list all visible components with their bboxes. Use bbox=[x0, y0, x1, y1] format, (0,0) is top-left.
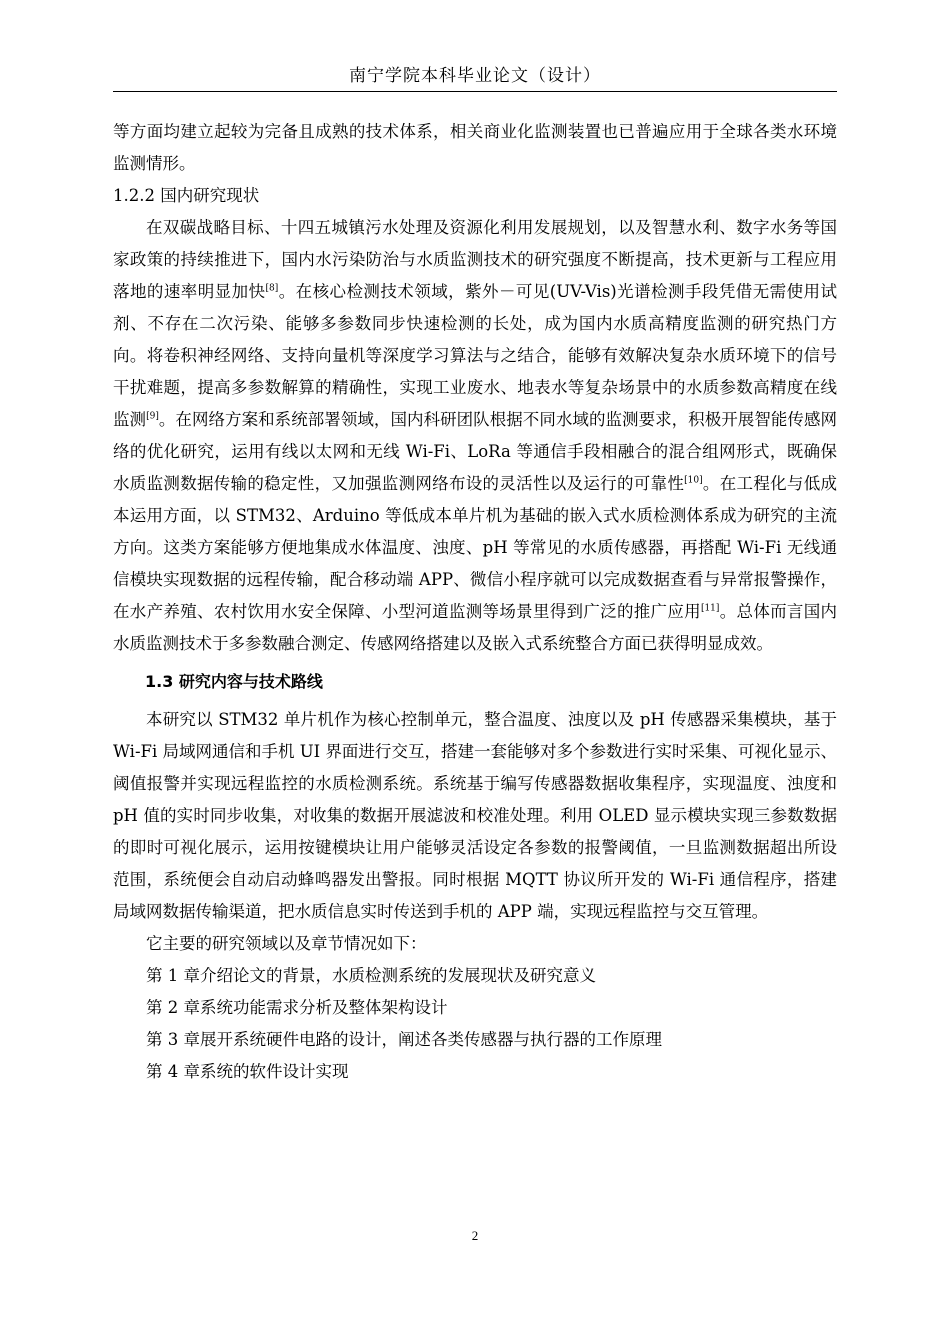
citation-ref: [10] bbox=[684, 475, 703, 486]
text-run: 。在网络方案和系统部署领域，国内科研团队根据不同水域的监测要求，积极开展智能传感网络的优化研究，运用有线以太网和无线 Wi-Fi、LoRa 等通信手段相融合的混合组网形式，既确保水质监测数据传输的稳定性，又加强监测网络布设的灵活性以及运行的可靠性 bbox=[113, 410, 838, 493]
header-divider bbox=[113, 91, 837, 92]
citation-ref: [11] bbox=[700, 603, 720, 614]
text-run: 在双碳战略目标、十四五城镇污水处理及资源化利用发展规划，以及智慧水利、数字水务等国家政策的持续推进下，国内水污染防治与水质监测技术的研究强度不断提高，技术更新与工程应用落地的速率明显加快 bbox=[113, 218, 837, 301]
paragraph-research-content: 本研究以 STM32 单片机作为核心控制单元，整合温度、浊度以及 pH 传感器采集模块，基于 Wi-Fi 局域网通信和手机 UI 界面进行交互，搭建一套能够对多个参数进行实时采集、可视化显示、阈值报警并实现远程监控的水质检测系统。系统基于编写传感器数据收集程序，实现温度、浊度和 pH 值的实时同步收集，对收集的数据开展滤波和校准处理。利用 OLED 显示模块实现三参数数据的即时可视化展示，运用按键模块让用户能够灵活设定各参数的报警阈值，一旦监测数据超出所设范围，系统便会自动启动蜂鸣器发出警报。同时根据 MQTT 协议所开发的 Wi-Fi 通信程序，搭建局域网数据传输渠道，把水质信息实时传送到手机的 APP 端，实现远程监控与交互管理。 bbox=[113, 710, 837, 921]
page-number: 2 bbox=[471, 1228, 479, 1243]
chapter-item-4: 第 4 章系统的软件设计实现 bbox=[146, 1062, 349, 1081]
text-run: 。总体而言国内水质监测技术于多参数融合测定、传感网络搭建以及嵌入式系统整合方面已获得明显成效。 bbox=[113, 602, 838, 653]
page-body bbox=[113, 116, 837, 1088]
paragraph-domestic-research bbox=[113, 212, 837, 660]
paragraph-continued: 等方面均建立起较为完备且成熟的技术体系，相关商业化监测装置也已普遍应用于全球各类水环境监测情形。 bbox=[113, 122, 837, 173]
text-run: 。在工程化与低成本运用方面，以 STM32、Arduino 等低成本单片机为基础的嵌入式水质检测体系成为研究的主流方向。这类方案能够方便地集成水体温度、浊度、pH 等常见的水质传感器，再搭配 Wi-Fi 无线通信模块实现数据的远程传输，配合移动端 APP、微信小程序就可以完成数据查看与异常报警操作，在水产养殖、农村饮用水安全保障、小型河道监测等场景里得到广泛的推广应用 bbox=[113, 474, 838, 621]
chapter-item-3: 第 3 章展开系统硬件电路的设计，阐述各类传感器与执行器的工作原理 bbox=[146, 1030, 662, 1049]
chapter-item-2: 第 2 章系统功能需求分析及整体架构设计 bbox=[146, 998, 448, 1017]
section-heading-1-3: 1.3 研究内容与技术路线 bbox=[145, 672, 323, 691]
subsection-heading-1-2-2: 1.2.2 国内研究现状 bbox=[113, 186, 260, 205]
paragraph-chapter-intro: 它主要的研究领域以及章节情况如下： bbox=[146, 934, 427, 953]
page-header-title: 南宁学院本科毕业论文（设计） bbox=[349, 66, 601, 86]
citation-ref: [8] bbox=[265, 283, 279, 294]
chapter-item-1: 第 1 章介绍论文的背景，水质检测系统的发展现状及研究意义 bbox=[146, 966, 596, 985]
text-run: 。在核心检测技术领域，紫外－可见(UV-Vis)光谱检测手段凭借无需使用试剂、不存在二次污染、能够多参数同步快速检测的长处，成为国内水质高精度监测的研究热门方向。将卷积神经网络、支持向量机等深度学习算法与之结合，能够有效解决复杂水质环境下的信号干扰难题，提高多参数解算的精确性，实现工业废水、地表水等复杂场景中的水质参数高精度在线监测 bbox=[113, 282, 837, 429]
citation-ref: [9] bbox=[146, 411, 159, 422]
